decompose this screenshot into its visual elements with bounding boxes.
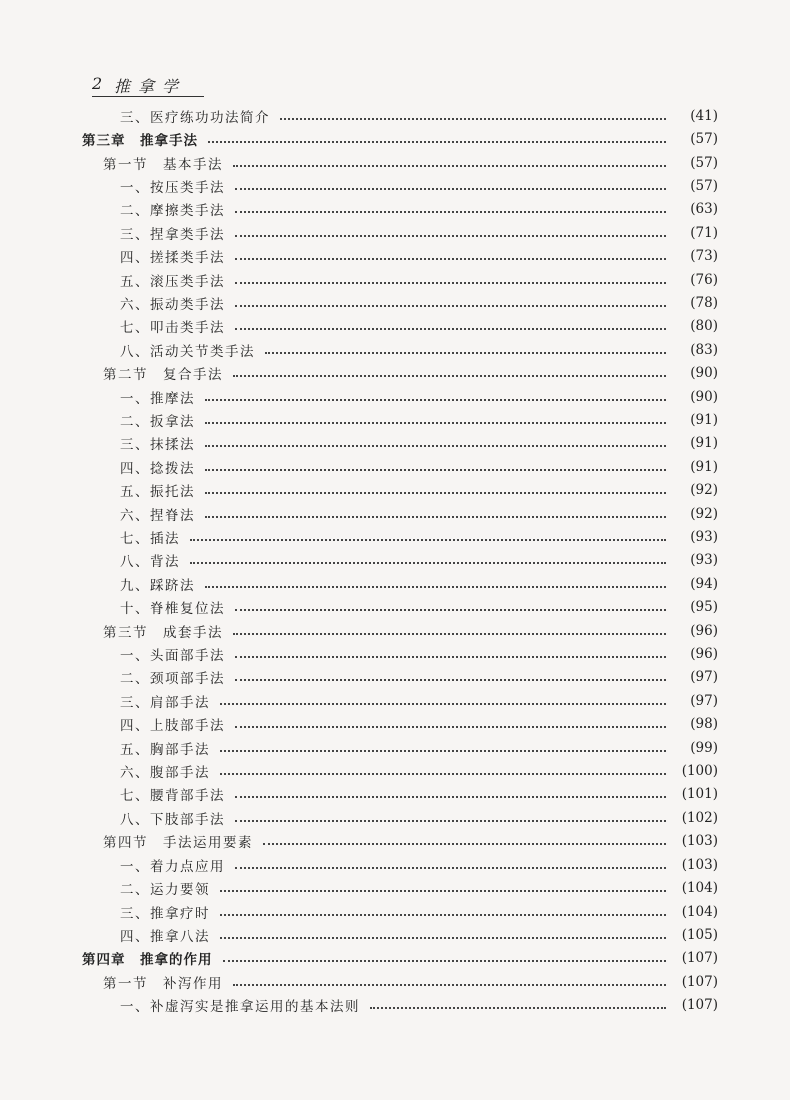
- running-header: [92, 74, 204, 97]
- dot-leader: [233, 165, 666, 167]
- toc-entry: [0, 549, 790, 572]
- dot-leader: [263, 843, 666, 845]
- toc-entry: [0, 198, 790, 221]
- toc-entry: [0, 923, 790, 946]
- toc-entry-title: 二、颈项部手法: [120, 671, 225, 688]
- toc-entry-page: (104): [681, 880, 718, 897]
- toc-entry-title: 三、抹揉法: [120, 437, 195, 454]
- toc-entry-title: 七、腰背部手法: [120, 788, 225, 805]
- toc-entry: [0, 432, 790, 455]
- toc-entry-title: 四、捻拨法: [120, 460, 195, 477]
- toc-chapter: [0, 127, 790, 150]
- toc-entry-title: 八、背法: [120, 554, 180, 571]
- toc-entry-title: 二、摩擦类手法: [120, 203, 225, 220]
- toc-entry-page: (96): [690, 646, 718, 663]
- toc-entry-page: (63): [690, 201, 718, 218]
- dot-leader: [220, 750, 666, 752]
- toc-entry-page: (94): [690, 575, 718, 592]
- toc-entry: [0, 479, 790, 502]
- toc-entry: [0, 174, 790, 197]
- toc-section: [0, 970, 790, 993]
- toc-entry-title: 三、肩部手法: [120, 694, 210, 711]
- dot-leader: [233, 633, 666, 635]
- toc-entry-title: 第三章 推拿手法: [82, 133, 198, 150]
- toc-entry-title: 四、上肢部手法: [120, 718, 225, 735]
- toc-entry: [0, 993, 790, 1016]
- dot-leader: [235, 282, 666, 284]
- toc-entry-page: (101): [681, 786, 718, 803]
- dot-leader: [265, 352, 666, 354]
- dot-leader: [235, 211, 666, 213]
- toc-entry-title: 三、推拿疗时: [120, 905, 210, 922]
- toc-entry: [0, 455, 790, 478]
- toc-entry: [0, 900, 790, 923]
- toc-entry: [0, 315, 790, 338]
- toc-section: [0, 830, 790, 853]
- toc-entry-page: (41): [690, 107, 718, 124]
- toc-entry-page: (103): [681, 856, 718, 873]
- dot-leader: [235, 796, 666, 798]
- toc-entry-title: 十、脊椎复位法: [120, 601, 225, 618]
- toc-entry-page: (95): [690, 599, 718, 616]
- dot-leader: [220, 937, 666, 939]
- toc-entry-page: (97): [690, 692, 718, 709]
- dot-leader: [235, 235, 666, 237]
- dot-leader: [235, 258, 666, 260]
- dot-leader: [220, 773, 666, 775]
- dot-leader: [220, 890, 666, 892]
- toc-entry-page: (90): [690, 365, 718, 382]
- toc-entry-title: 第二节 复合手法: [103, 367, 223, 384]
- toc-entry-page: (57): [690, 177, 718, 194]
- toc-entry-page: (97): [690, 669, 718, 686]
- dot-leader: [190, 539, 666, 541]
- dot-leader: [205, 445, 666, 447]
- toc-entry-page: (83): [690, 341, 718, 358]
- toc-entry: [0, 689, 790, 712]
- toc-entry-title: 一、按压类手法: [120, 179, 225, 196]
- toc-entry-page: (57): [690, 154, 718, 171]
- toc-entry-title: 一、头面部手法: [120, 648, 225, 665]
- toc-entry-title: 六、腹部手法: [120, 765, 210, 782]
- dot-leader: [220, 914, 666, 916]
- toc-entry-title: 一、着力点应用: [120, 858, 225, 875]
- toc-entry: [0, 244, 790, 267]
- dot-leader: [208, 141, 666, 143]
- toc-entry-title: 第一节 基本手法: [103, 156, 223, 173]
- toc-entry-page: (71): [690, 224, 718, 241]
- toc-entry-page: (76): [690, 271, 718, 288]
- dot-leader: [235, 726, 666, 728]
- toc-entry-page: (90): [690, 388, 718, 405]
- toc-entry-page: (92): [690, 505, 718, 522]
- toc-entry-page: (92): [690, 482, 718, 499]
- dot-leader: [223, 960, 667, 962]
- dot-leader: [235, 305, 666, 307]
- page-number: 2: [92, 74, 103, 93]
- toc-entry-page: (96): [690, 622, 718, 639]
- toc-entry-title: 八、活动关节类手法: [120, 343, 255, 360]
- toc-entry-page: (105): [681, 926, 718, 943]
- toc-entry-title: 四、推拿八法: [120, 928, 210, 945]
- toc-entry-title: 第一节 补泻作用: [103, 975, 223, 992]
- toc-entry-page: (102): [681, 809, 718, 826]
- toc-entry-page: (99): [690, 739, 718, 756]
- dot-leader: [233, 984, 666, 986]
- toc-entry-page: (91): [690, 458, 718, 475]
- toc-entry-title: 三、医疗练功功法简介: [120, 109, 270, 126]
- toc-entry-title: 一、推摩法: [120, 390, 195, 407]
- toc-entry: [0, 596, 790, 619]
- toc-entry-page: (98): [690, 716, 718, 733]
- toc-entry: [0, 642, 790, 665]
- toc-entry: [0, 291, 790, 314]
- toc-entry-title: 七、插法: [120, 531, 180, 548]
- dot-leader: [235, 609, 666, 611]
- dot-leader: [205, 399, 666, 401]
- toc-entry-page: (80): [690, 318, 718, 335]
- toc-section: [0, 361, 790, 384]
- toc-entry: [0, 783, 790, 806]
- dot-leader: [205, 492, 666, 494]
- dot-leader: [205, 586, 666, 588]
- dot-leader: [205, 516, 666, 518]
- dot-leader: [233, 375, 666, 377]
- book-title: 推拿学: [114, 77, 187, 96]
- dot-leader: [190, 562, 666, 564]
- toc-entry-title: 六、捏脊法: [120, 507, 195, 524]
- toc-entry-page: (107): [681, 973, 718, 990]
- dot-leader: [370, 1007, 666, 1009]
- toc-entry-title: 一、补虚泻实是推拿运用的基本法则: [120, 999, 360, 1016]
- toc-entry-title: 三、捏拿类手法: [120, 226, 225, 243]
- toc-entry: [0, 502, 790, 525]
- toc-entry-page: (93): [690, 529, 718, 546]
- toc-entry: [0, 268, 790, 291]
- toc-entry-title: 九、踩跻法: [120, 577, 195, 594]
- dot-leader: [235, 328, 666, 330]
- toc-entry-page: (91): [690, 411, 718, 428]
- toc-entry: [0, 876, 790, 899]
- dot-leader: [235, 188, 666, 190]
- toc-entry-page: (57): [690, 131, 718, 148]
- dot-leader: [235, 656, 666, 658]
- toc-entry-page: (103): [681, 833, 718, 850]
- toc-entry: [0, 338, 790, 361]
- toc-entry: [0, 104, 790, 127]
- toc-entry-page: (104): [681, 903, 718, 920]
- dot-leader: [235, 867, 666, 869]
- dot-leader: [280, 118, 666, 120]
- toc-entry-title: 七、叩击类手法: [120, 320, 225, 337]
- toc-chapter: [0, 947, 790, 970]
- toc-entry-title: 四、搓揉类手法: [120, 250, 225, 267]
- toc-entry-page: (73): [690, 248, 718, 265]
- toc-entry: [0, 713, 790, 736]
- toc-entry-title: 第三节 成套手法: [103, 624, 223, 641]
- dot-leader: [220, 703, 666, 705]
- toc-entry-title: 五、胸部手法: [120, 741, 210, 758]
- toc-entry-page: (107): [681, 950, 718, 967]
- toc-entry-page: (78): [690, 294, 718, 311]
- table-of-contents: [0, 104, 790, 1017]
- toc-entry: [0, 806, 790, 829]
- dot-leader: [235, 820, 666, 822]
- toc-entry-page: (91): [690, 435, 718, 452]
- toc-entry: [0, 525, 790, 548]
- dot-leader: [205, 422, 666, 424]
- toc-entry-page: (100): [681, 763, 718, 780]
- toc-entry-title: 第四章 推拿的作用: [82, 952, 213, 969]
- toc-entry-title: 六、振动类手法: [120, 296, 225, 313]
- toc-entry: [0, 853, 790, 876]
- toc-section: [0, 619, 790, 642]
- toc-entry: [0, 572, 790, 595]
- toc-entry: [0, 221, 790, 244]
- toc-entry: [0, 385, 790, 408]
- toc-entry-title: 五、振托法: [120, 484, 195, 501]
- toc-entry: [0, 666, 790, 689]
- toc-entry: [0, 408, 790, 431]
- dot-leader: [205, 469, 666, 471]
- toc-entry-title: 二、运力要领: [120, 882, 210, 899]
- toc-entry-title: 五、滚压类手法: [120, 273, 225, 290]
- toc-entry-title: 二、扳拿法: [120, 413, 195, 430]
- toc-entry-title: 第四节 手法运用要素: [103, 835, 253, 852]
- toc-entry-title: 八、下肢部手法: [120, 811, 225, 828]
- toc-entry-page: (93): [690, 552, 718, 569]
- toc-entry: [0, 759, 790, 782]
- dot-leader: [235, 679, 666, 681]
- toc-entry-page: (107): [681, 997, 718, 1014]
- toc-entry: [0, 736, 790, 759]
- toc-section: [0, 151, 790, 174]
